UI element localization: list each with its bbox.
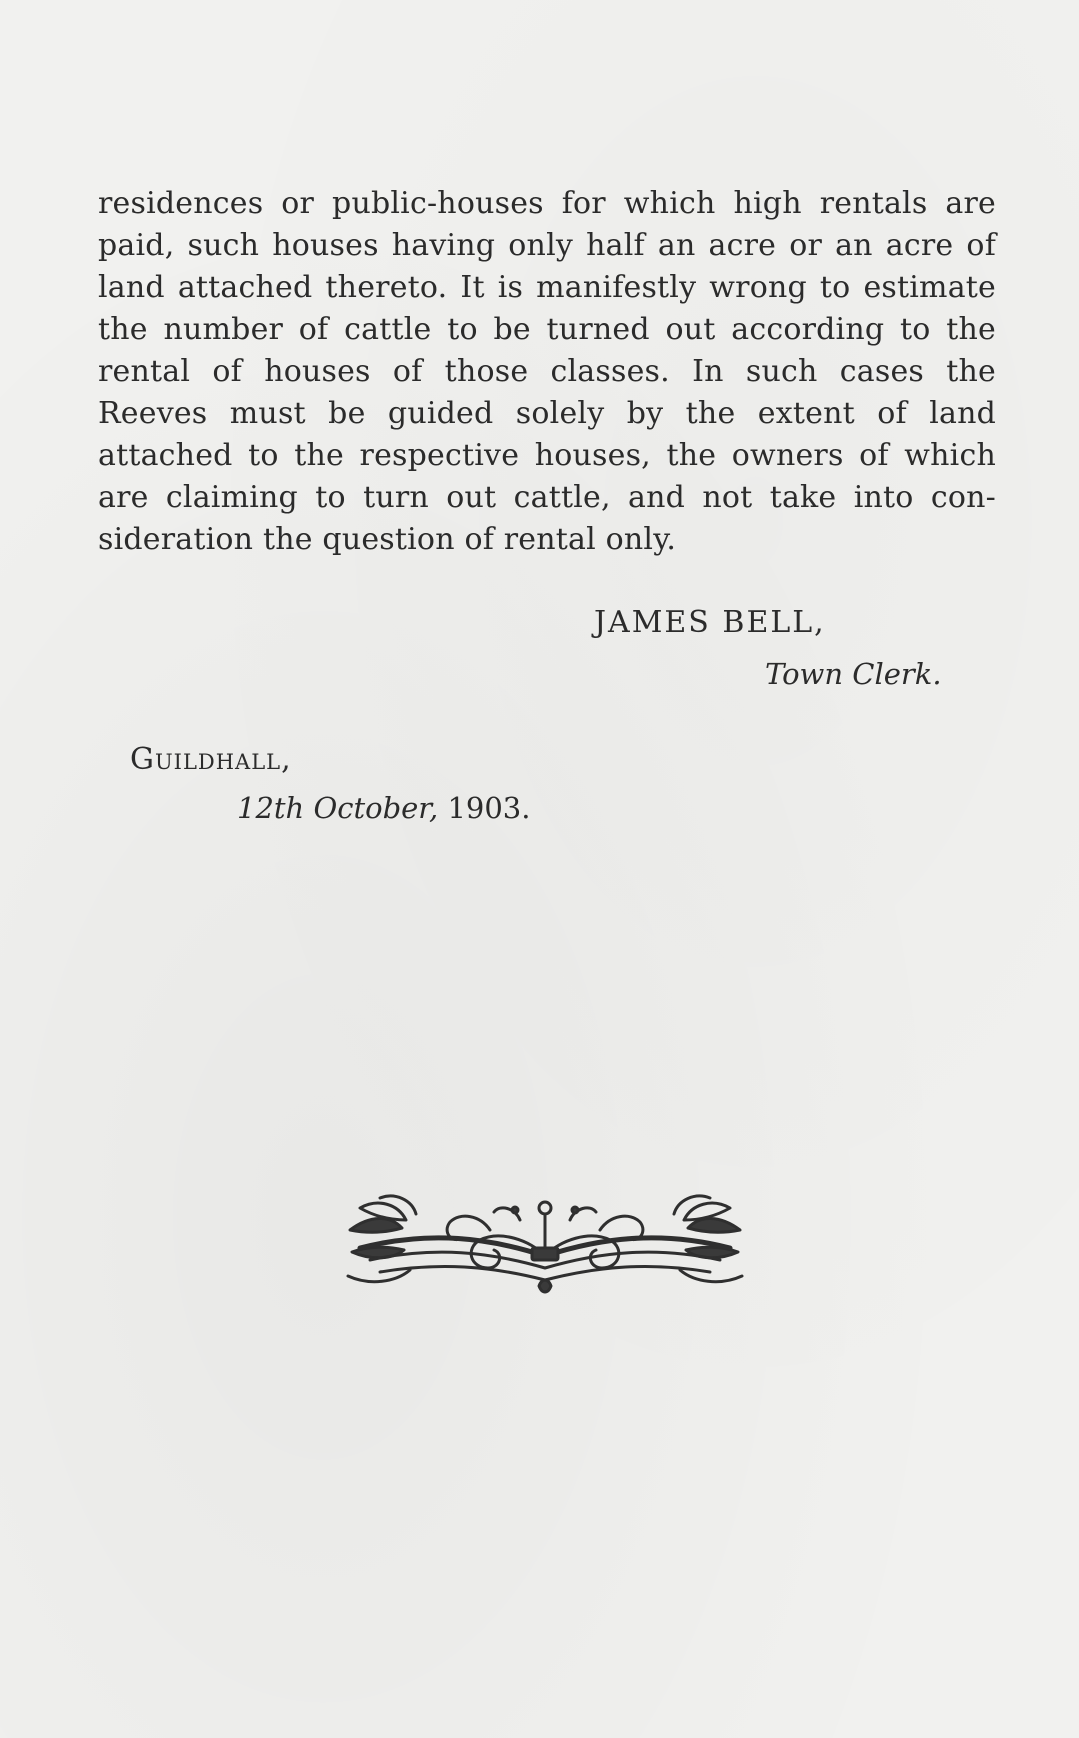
signature-title: Town Clerk. (765, 657, 942, 691)
paragraph-line: the number of cattle to be turned out according to the (98, 312, 996, 347)
paragraph-line: land attached thereto. It is manifestly wrong to estimate (98, 270, 996, 305)
floral-scroll-ornament-icon (340, 1190, 750, 1300)
date-day: 12th (237, 791, 305, 825)
body-paragraph (98, 183, 996, 561)
paragraph-line: Reeves must be guided solely by the extent of land (98, 396, 996, 431)
paragraph-line: attached to the respective houses, the owners of which (98, 438, 996, 473)
date-line (237, 788, 530, 828)
paragraph-line: paid, such houses having only half an acre or an acre of (98, 228, 996, 263)
place-line: Guildhall, (130, 742, 292, 777)
paragraph-line: rental of houses of those classes. In such cases the (98, 354, 996, 389)
paragraph-line: are claiming to turn out cattle, and not take into con- (98, 480, 996, 515)
date-month: October, (313, 791, 439, 825)
date-year: 1903. (447, 791, 531, 825)
signature-name: JAMES BELL, (594, 605, 826, 640)
paragraph-line: residences or public-houses for which high rentals are (98, 186, 996, 221)
paragraph-line: sideration the question of rental only. (98, 522, 677, 557)
